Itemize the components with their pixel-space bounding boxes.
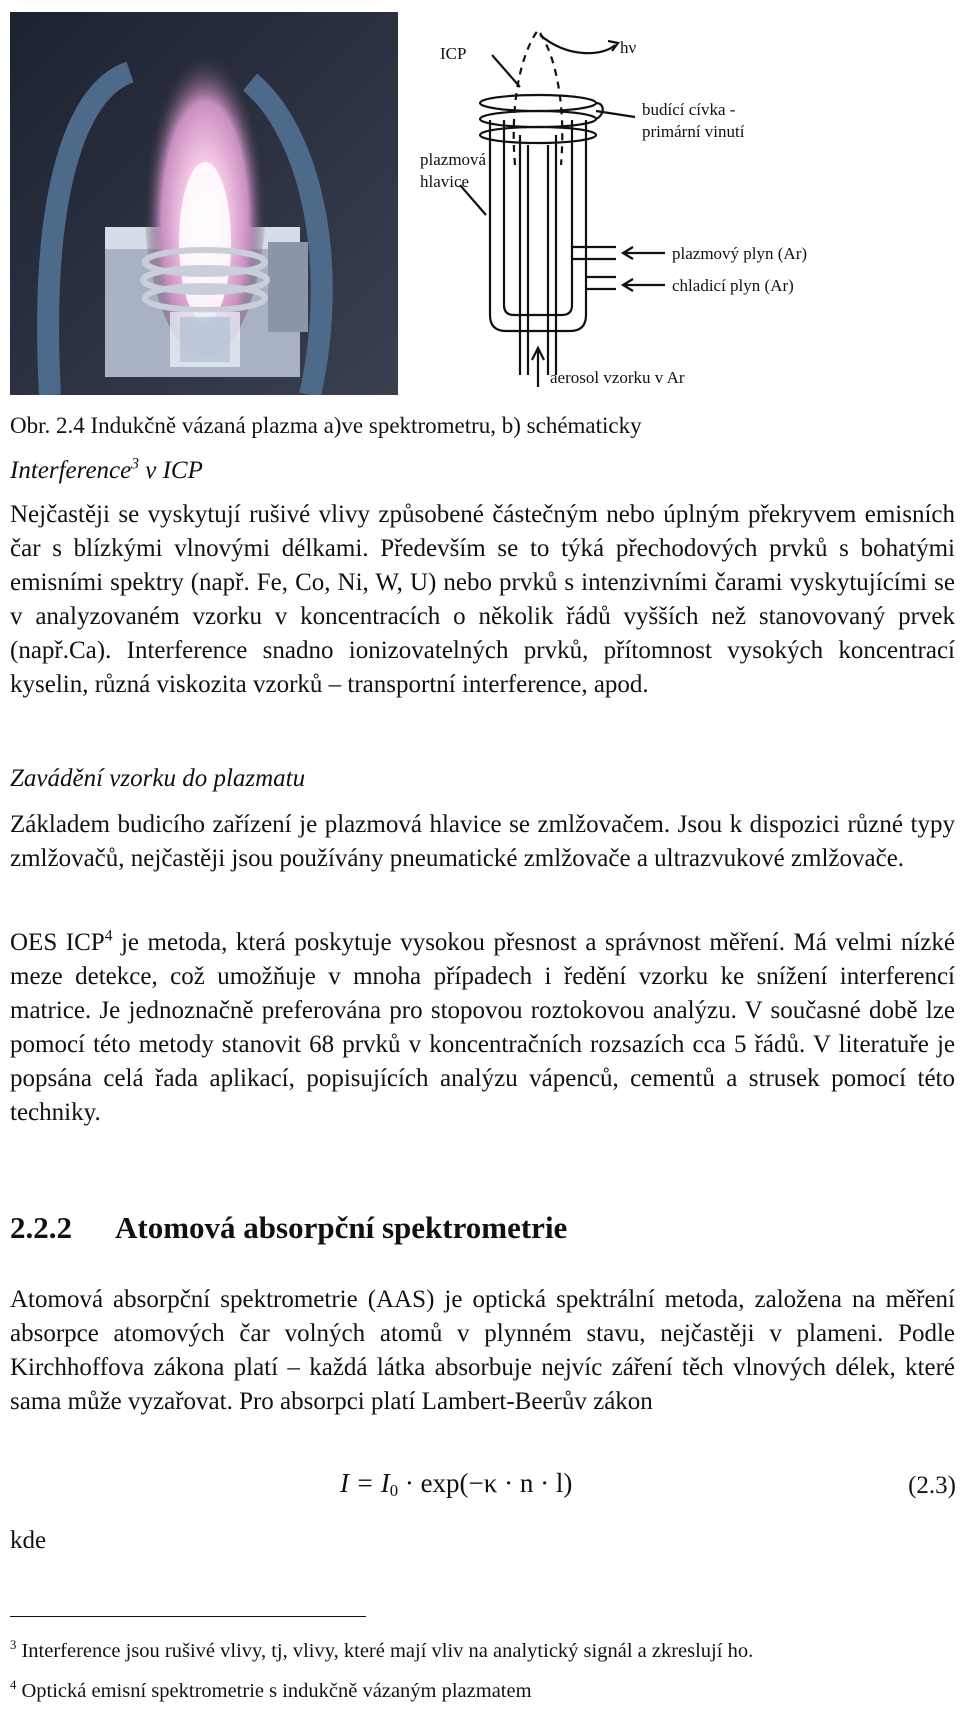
icp-schematic: [420, 15, 860, 390]
footnote-divider: [10, 1616, 366, 1617]
label-torch-2: hlavice: [420, 172, 470, 191]
label-aerosol: aerosol vzorku v Ar: [550, 368, 685, 387]
aas-paragraph: [10, 1283, 955, 1419]
footnote-3-number: 3: [10, 1638, 17, 1653]
section-number: 2.2.2: [10, 1210, 72, 1245]
icp-photo: [10, 12, 398, 395]
sample-intro-paragraph: [10, 808, 955, 876]
equation-number: (2.3): [908, 1472, 956, 1499]
sample-intro-heading: Zavádění vzorku do plazmatu: [10, 765, 306, 792]
footnote-3: [10, 1640, 753, 1663]
section-title: Atomová absorpční spektrometrie: [115, 1210, 568, 1245]
equation-sub: 0: [389, 1481, 399, 1501]
label-hv: hν: [620, 38, 637, 57]
footnote-ref-4: 4: [104, 927, 113, 945]
label-cooling-gas: chladicí plyn (Ar): [672, 276, 794, 295]
label-coil-2: primární vinutí: [642, 122, 745, 141]
equation-rhs: · exp(−κ · n · l): [398, 1468, 573, 1498]
footnote-ref-3: 3: [131, 455, 139, 473]
interference-heading: [10, 455, 203, 487]
footnote-4-number: 4: [10, 1678, 17, 1693]
aas-text: Atomová absorpční spektrometrie (AAS) je optická spektrální metoda, založena na měření absorpce atomových čar volných atomů v plynném stavu, nejčastěji v plameni. Podle Kirchhoffova zákona platí – každá látka absorbuje nejvíc záření těch vlnových délek, které sama může vyzařovat. Pro absorpci platí Lambert-Beerův zákon: [10, 1286, 955, 1415]
interference-title: Interference: [10, 457, 132, 484]
kde-label: kde: [10, 1527, 47, 1554]
sample-intro-text: Základem budicího zařízení je plazmová hlavice se zmlžovačem. Jsou k dispozici různé typy zmlžovačů, nejčastěji jsou používány pneumatické zmlžovače a ultrazvukové zmlžovače.: [10, 811, 955, 872]
equation-lhs: I = I: [340, 1468, 390, 1498]
section-heading: [10, 1210, 567, 1246]
label-plasma-gas: plazmový plyn (Ar): [672, 244, 808, 263]
equation: [340, 1468, 572, 1501]
interference-paragraph: [10, 498, 955, 702]
label-torch-1: plazmová: [420, 150, 487, 169]
interference-title-rest: v ICP: [138, 457, 203, 484]
figure-caption: Obr. 2.4 Indukčně vázaná plazma a)ve spektrometru, b) schématicky: [10, 413, 642, 438]
interference-text: Nejčastěji se vyskytují rušivé vlivy způsobené částečným nebo úplným překryvem emisních čar s blízkými vlnovými délkami. Především se to týká přechodových prvků s bohatými emisními spektry (např. Fe, Co, Ni, W, U) nebo prvků s intenzivními čarami vyskytujícími se v analyzovaném vzorku v koncentracích o několik řádů vyšších než stanovovaný prvek (např.Ca). Interference snadno ionizovatelných prvků, přítomnost vysokých koncentrací kyselin, různá viskozita vzorků – transportní interference, apod.: [10, 501, 955, 698]
label-coil-1: budící cívka -: [642, 100, 736, 119]
oes-lead: OES ICP: [10, 929, 105, 956]
oes-paragraph: [10, 926, 955, 1130]
footnote-4-text: Optická emisní spektrometrie s indukčně vázaným plazmatem: [16, 1680, 532, 1702]
label-icp: ICP: [440, 44, 467, 63]
footnote-3-text: Interference jsou rušivé vlivy, tj, vlivy, které mají vliv na analytický signál a zkreslují ho.: [16, 1640, 754, 1662]
oes-text: je metoda, která poskytuje vysokou přesnost a správnost měření. Má velmi nízké meze detekce, což umožňuje v mnoha případech i ředění vzorku ke snížení interferencí matrice. Je jednoznačně preferována pro stopovou roztokovou analýzu. V současné době lze pomocí této metody stanovit 68 prvků v koncentračních rozsazích cca 5 řádů. V literatuře je popsána celá řada aplikací, popisujících analýzu vápenců, cementů a strusek pomocí této techniky.: [10, 929, 956, 1126]
footnote-4: [10, 1680, 532, 1703]
